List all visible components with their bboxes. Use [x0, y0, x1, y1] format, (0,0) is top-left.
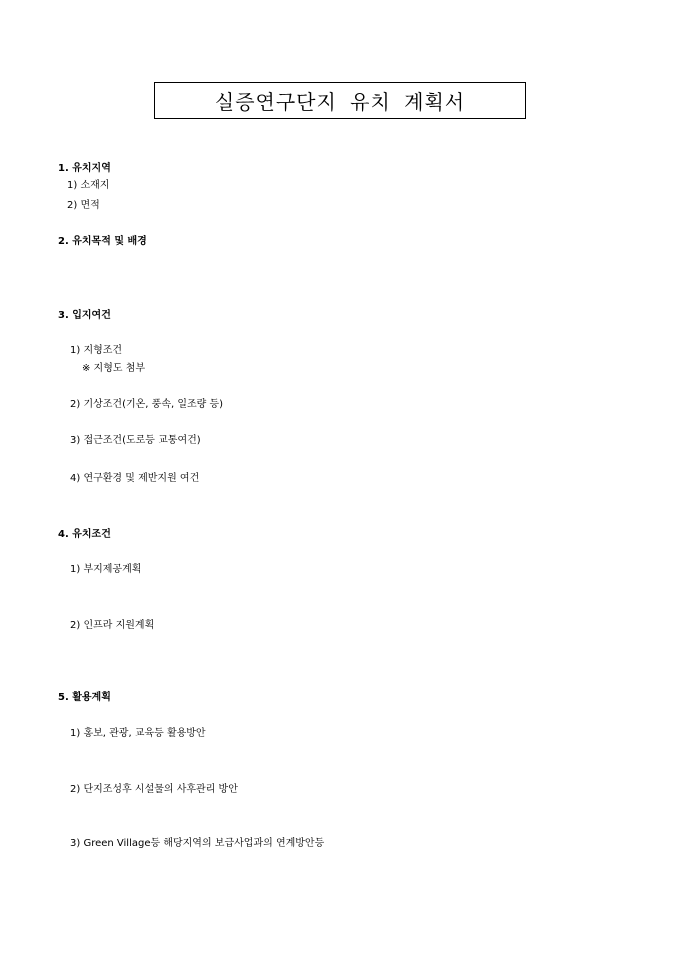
- section-heading-utilization: 5. 활용계획: [58, 692, 111, 703]
- item-maintenance: 2) 단지조성후 시설물의 사후관리 방안: [70, 784, 238, 795]
- section-heading-location: 1. 유치지역: [58, 163, 111, 174]
- item-terrain: 1) 지형조건: [70, 345, 123, 356]
- item-research-env: 4) 연구환경 및 제반지원 여건: [70, 473, 200, 484]
- item-weather: 2) 기상조건(기온, 풍속, 일조량 등): [70, 399, 224, 410]
- item-infra-plan: 2) 인프라 지원계획: [70, 620, 155, 631]
- item-address: 1) 소재지: [67, 180, 110, 191]
- item-terrain-note: ※ 지형도 첨부: [82, 363, 146, 374]
- document-title: 실증연구단지 유치 계획서: [214, 90, 466, 114]
- item-green-village: 3) Green Village등 해당지역의 보급사업과의 연계방안등: [70, 838, 325, 849]
- item-access: 3) 접근조건(도로등 교통여건): [70, 435, 201, 446]
- item-land-plan: 1) 부지제공계획: [70, 564, 142, 575]
- section-heading-site-conditions: 3. 입지여건: [58, 310, 111, 321]
- document-title-box: [154, 82, 526, 119]
- section-heading-conditions: 4. 유치조건: [58, 529, 111, 540]
- item-area: 2) 면적: [67, 200, 100, 211]
- section-heading-purpose: 2. 유치목적 및 배경: [58, 236, 147, 247]
- item-promotion: 1) 홍보, 관광, 교육등 활용방안: [70, 728, 206, 739]
